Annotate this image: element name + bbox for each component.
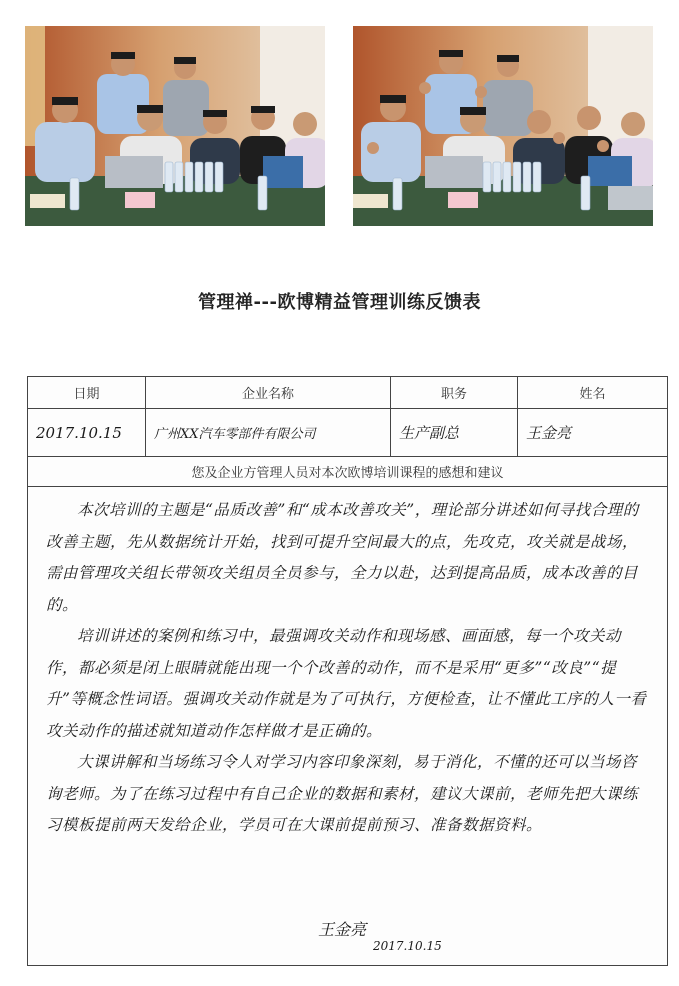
header-name: 姓名: [579, 387, 606, 402]
header-company: 企业名称: [146, 377, 391, 408]
feedback-paragraph: 本次培训的主题是“品质改善”和“成本改善攻关”，理论部分讲述如何寻找合理的改善主题，先从数据统计开始，找到可提升空间最大的点，先攻克，攻关就是战场，需由管理攻关组长带领攻关组员全员参与，全力以赴，达到提高品质，成本改善的目的。: [46, 501, 639, 614]
value-position: 生产副总: [391, 409, 518, 456]
signature-block: [318, 917, 638, 957]
value-name: 王金亮: [526, 424, 572, 442]
header-date: 日期: [28, 377, 146, 408]
photo-group-thumbs-up-image: [353, 26, 653, 226]
form-value-row: [28, 409, 667, 457]
photo-group-thumbs-up: [353, 26, 653, 226]
signature-date: 2017.10.15: [373, 939, 442, 953]
photo-group-working-image: [25, 26, 325, 226]
value-date: 2017.10.15: [28, 409, 146, 456]
feedback-subheading: 您及企业方管理人员对本次欧博培训课程的感想和建议: [28, 457, 667, 487]
feedback-text: [46, 495, 651, 842]
feedback-form: [27, 376, 668, 966]
feedback-paragraph: 培训讲述的案例和练习中，最强调攻关动作和现场感、画面感，每一个攻关动作，都必须是闭上眼睛就能出现一个个改善的动作，而不是采用“更多”“改良”“提升”等概念性词语。强调攻关动作就是为了可执行，方便检查，让不懂此工序的人一看攻关动作的描述就知道动作怎样做才是正确的。: [46, 627, 647, 740]
document-title: 管理禅---欧博精益管理训练反馈表: [198, 292, 481, 313]
value-company: 广州XX汽车零部件有限公司: [146, 409, 391, 456]
header-position: 职务: [391, 377, 518, 408]
feedback-paragraph: 大课讲解和当场练习令人对学习内容印象深刻，易于消化，不懂的还可以当场咨询老师。为了在练习过程中有自己企业的数据和素材，建议大课前，老师先把大课练习模板提前两天发给企业，学员可在大课前提前预习、准备数据资料。: [46, 753, 639, 834]
form-header-row: [28, 377, 667, 409]
photo-group-working: [25, 26, 325, 226]
signature: 王金亮: [318, 920, 367, 939]
